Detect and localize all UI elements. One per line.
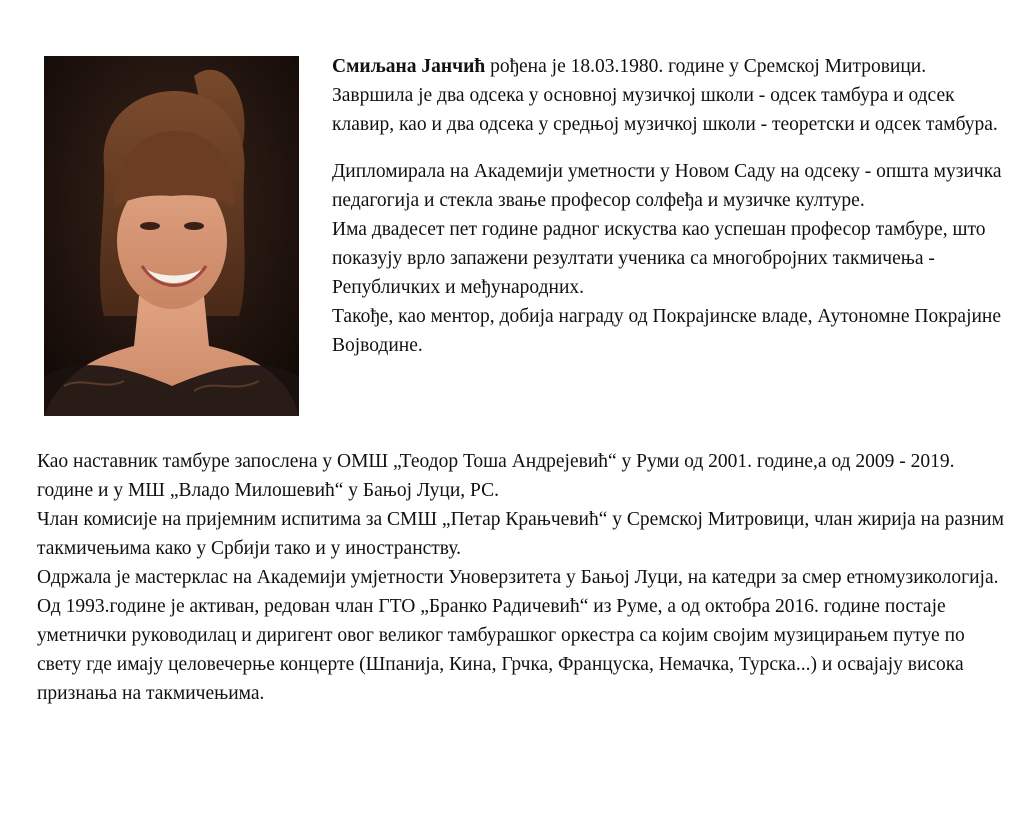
portrait-photo [44,56,299,416]
person-name: Смиљана Јанчић [332,56,486,77]
intro-paragraph [332,52,1012,139]
masterclass-paragraph: Одржала је мастерклас на Академији умјетности Уноверзитета у Бањој Луци, на катедри за смер етномузикологија. [37,567,999,588]
paragraph-gap [332,139,1012,157]
bio-bottom-section [37,447,1012,708]
experience-paragraph: Има двадесет пет године радног искуства као успешан професор тамбуре, што показују врло запажени резултати ученика са многобројних такмичења - Републичких и међународних. [332,219,986,298]
portrait-image [44,56,299,416]
academy-paragraph: Дипломирала на Академији уметности у Новом Саду на одсеку - општа музичка педагогија и стекла звање професор солфеђа и музичке културе. [332,161,1002,211]
orchestra-paragraph: Од 1993.године је активан, редован члан ГТО „Бранко Радичевић“ из Руме, а од октобра 2016. године постаје уметнички руководилац и диригент овог великог тамбурашког оркестра са којим својим музицирањем путуе по свету где имају целовечерње концерте (Шпанија, Кина, Грчка, Француска, Немачка, Турска...) и освајају висока признања на такмичењима. [37,596,965,704]
teaching-paragraph: Као наставник тамбуре запослена у ОМШ „Теодор Тоша Андрејевић“ у Руми од 2001. године,а од 2009 - 2019. године и у МШ „Владо Милошевић“ у Бањој Луци, РС. [37,451,955,501]
award-paragraph: Такође, као ментор, добија награду од Покрајинске владе, Аутономне Покрајине Војводине. [332,306,1002,356]
bio-top-section [332,52,1012,360]
intro-text: рођена је 18.03.1980. године у Сремској Митровици. Завршила је два одсека у основној музичкој школи - одсек тамбура и одсек клавир, као и два одсека у средњој музичкој школи - теоретски и одсек тамбура. [332,56,998,135]
commission-paragraph: Члан комисије на пријемним испитима за СМШ „Петар Крањчевић“ у Сремској Митровици, члан жирија на разним такмичењима како у Србији тако и у иностранству. [37,509,1004,559]
